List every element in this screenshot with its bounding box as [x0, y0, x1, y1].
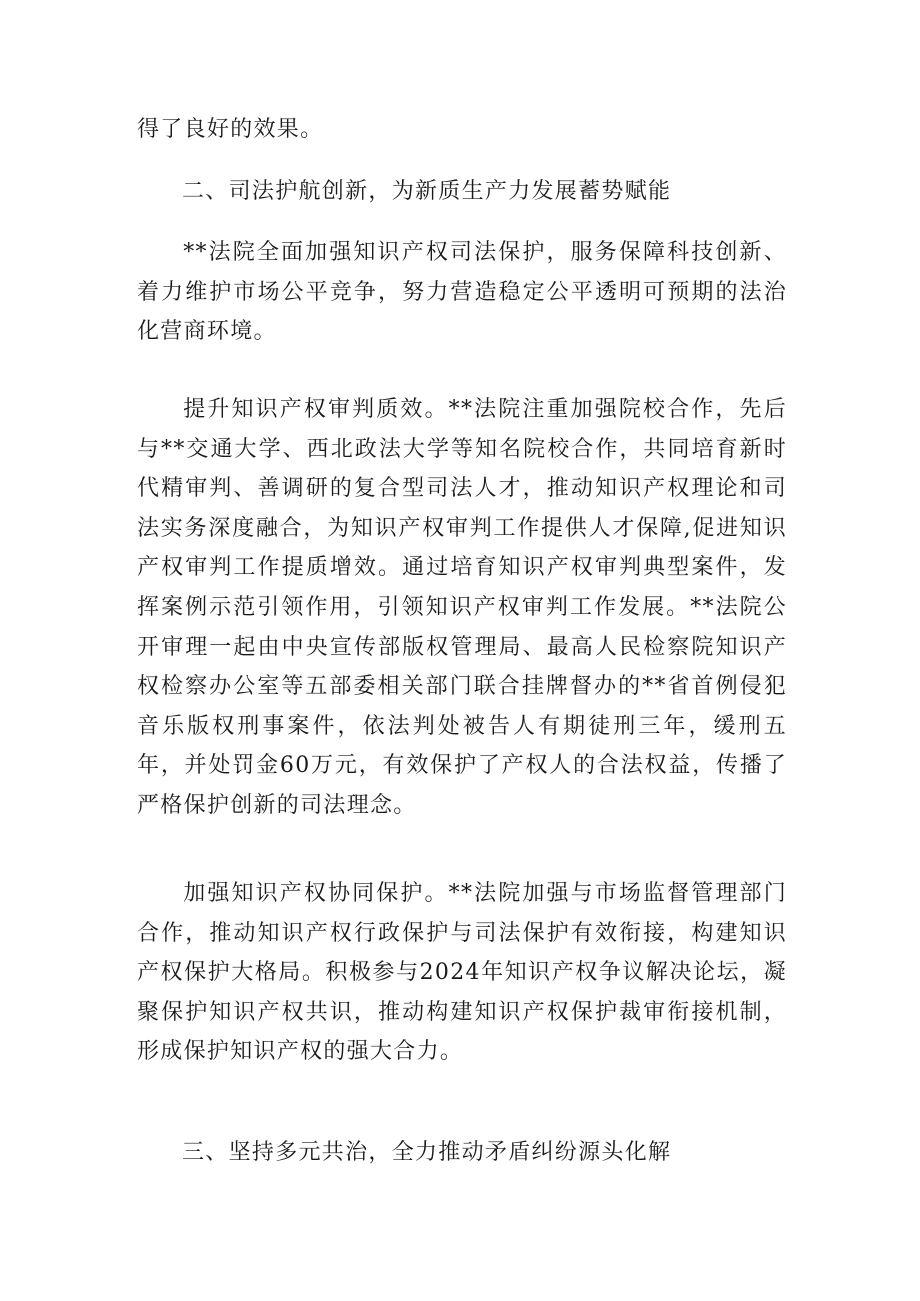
paragraph-ip-coordinated-protection: 加强知识产权协同保护。**法院加强与市场监督管理部门合作，推动知识产权行政保护与司法保护有效衔接，构建知识产权保护大格局。积极参与2024年知识产权争议解决论坛，凝聚保护知识产权共识，推动构建知识产权保护裁审衔接机制，形成保护知识产权的强大合力。 [137, 881, 787, 1065]
paragraph-section2-intro: **法院全面加强知识产权司法保护，服务保障科技创新、着力维护市场公平竞争，努力营造稳定公平透明可预期的法治化营商环境。 [137, 240, 787, 345]
paragraph-continuation: 得了良好的效果。 [137, 117, 324, 142]
paragraph-ip-trial-quality: 提升知识产权审判质效。**法院注重加强院校合作，先后与**交通大学、西北政法大学等知名院校合作，共同培育新时代精审判、善调研的复合型司法人才，推动知识产权理论和司法实务深度融合，为知识产权审判工作提供人才保障,促进知识产权审判工作提质增效。通过培育知识产权审判典型案件，发挥案例示范引领作用，引领知识产权审判工作发展。**法院公开审理一起由中央宣传部版权管理局、最高人民检察院知识产权检察办公室等五部委相关部门联合挂牌督办的**省首例侵犯音乐版权刑事案件，依法判处被告人有期徒刑三年，缓刑五年，并处罚金60万元，有效保护了产权人的合法权益，传播了严格保护创新的司法理念。 [137, 397, 787, 818]
section-heading-2: 二、司法护航创新，为新质生产力发展蓄势赋能 [182, 179, 672, 204]
section-heading-3: 三、坚持多元共治，全力推动矛盾纠纷源头化解 [182, 1140, 672, 1165]
